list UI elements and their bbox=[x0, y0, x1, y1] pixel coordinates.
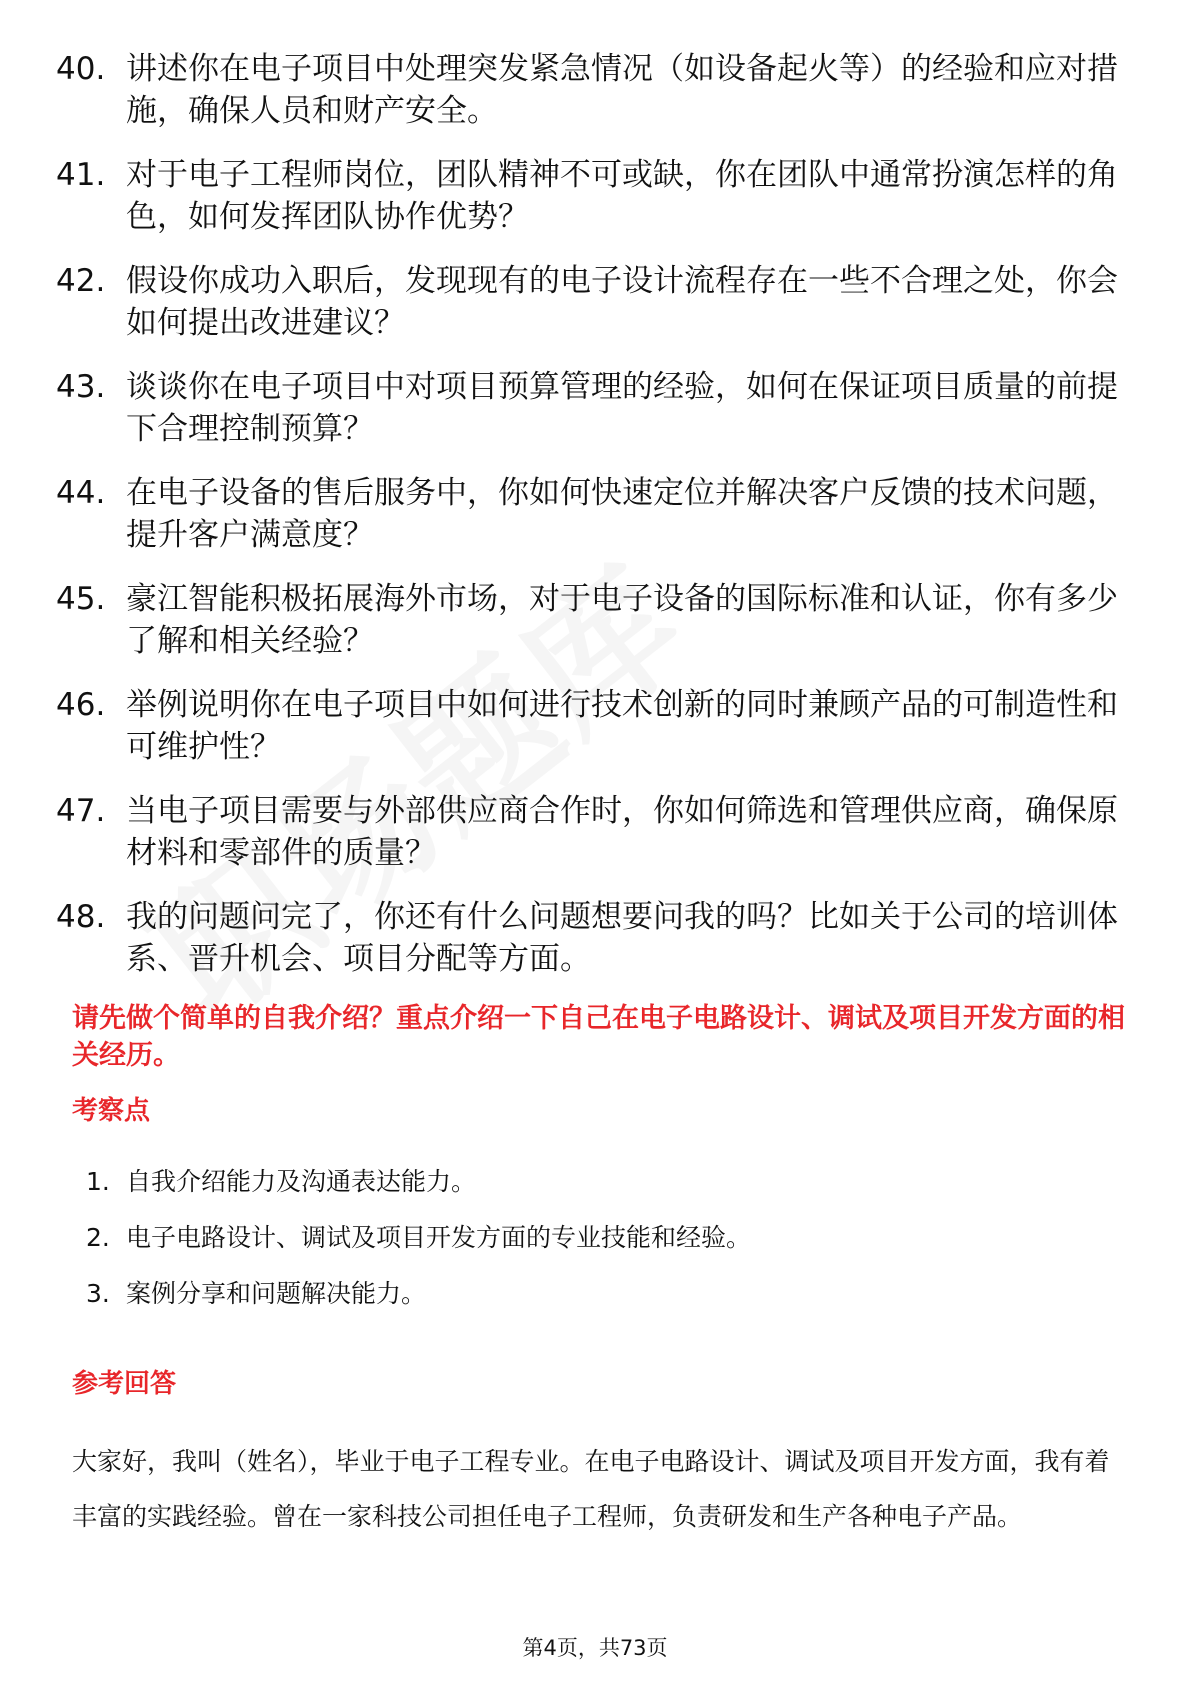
question-text: 举例说明你在电子项目中如何进行技术创新的同时兼顾产品的可制造性和可维护性？ bbox=[126, 687, 1118, 765]
question-number: 43. bbox=[56, 369, 106, 405]
points-heading: 考察点 bbox=[72, 1096, 151, 1126]
answer-heading: 参考回答 bbox=[72, 1369, 177, 1399]
list-item bbox=[56, 48, 1126, 132]
point-number: 2. bbox=[86, 1223, 110, 1252]
question-text: 当电子项目需要与外部供应商合作时，你如何筛选和管理供应商，确保原材料和零部件的质量？ bbox=[126, 793, 1118, 871]
question-number: 47. bbox=[56, 793, 106, 829]
question-number: 45. bbox=[56, 581, 106, 617]
question-list bbox=[56, 48, 1126, 1002]
list-item bbox=[86, 1165, 1116, 1199]
point-text: 自我介绍能力及沟通表达能力。 bbox=[126, 1167, 477, 1196]
list-item bbox=[56, 260, 1126, 344]
list-item bbox=[56, 472, 1126, 556]
list-item bbox=[56, 790, 1126, 874]
list-item bbox=[56, 154, 1126, 238]
question-text: 对于电子工程师岗位，团队精神不可或缺，你在团队中通常扮演怎样的角色，如何发挥团队协作优势？ bbox=[126, 157, 1118, 235]
list-item bbox=[56, 366, 1126, 450]
question-number: 40. bbox=[56, 51, 106, 87]
question-text: 讲述你在电子项目中处理突发紧急情况（如设备起火等）的经验和应对措施，确保人员和财产安全。 bbox=[126, 51, 1118, 129]
list-item bbox=[86, 1277, 1116, 1311]
points-list bbox=[86, 1165, 1116, 1333]
list-item bbox=[56, 684, 1126, 768]
page-footer: 第4页，共73页 bbox=[522, 1636, 668, 1660]
point-number: 3. bbox=[86, 1279, 110, 1308]
question-text: 我的问题问完了，你还有什么问题想要问我的吗？比如关于公司的培训体系、晋升机会、项目分配等方面。 bbox=[126, 899, 1118, 977]
question-number: 48. bbox=[56, 899, 106, 935]
point-text: 案例分享和问题解决能力。 bbox=[126, 1279, 427, 1308]
question-number: 46. bbox=[56, 687, 106, 723]
main-question-heading: 请先做个简单的自我介绍？重点介绍一下自己在电子电路设计、调试及项目开发方面的相关经历。 bbox=[72, 1003, 1125, 1071]
point-number: 1. bbox=[86, 1167, 110, 1196]
question-text: 谈谈你在电子项目中对项目预算管理的经验，如何在保证项目质量的前提下合理控制预算？ bbox=[126, 369, 1118, 447]
point-text: 电子电路设计、调试及项目开发方面的专业技能和经验。 bbox=[126, 1223, 752, 1252]
list-item bbox=[56, 896, 1126, 980]
question-text: 假设你成功入职后，发现现有的电子设计流程存在一些不合理之处，你会如何提出改进建议？ bbox=[126, 263, 1118, 341]
answer-paragraph: 大家好，我叫（姓名），毕业于电子工程专业。在电子电路设计、调试及项目开发方面，我有着丰富的实践经验。曾在一家科技公司担任电子工程师，负责研发和生产各种电子产品。 bbox=[72, 1447, 1110, 1531]
question-text: 在电子设备的售后服务中，你如何快速定位并解决客户反馈的技术问题，提升客户满意度？ bbox=[126, 475, 1118, 553]
list-item bbox=[56, 578, 1126, 662]
question-text: 豪江智能积极拓展海外市场，对于电子设备的国际标准和认证，你有多少了解和相关经验？ bbox=[126, 581, 1118, 659]
question-number: 44. bbox=[56, 475, 106, 511]
list-item bbox=[86, 1221, 1116, 1255]
question-number: 41. bbox=[56, 157, 106, 193]
question-number: 42. bbox=[56, 263, 106, 299]
